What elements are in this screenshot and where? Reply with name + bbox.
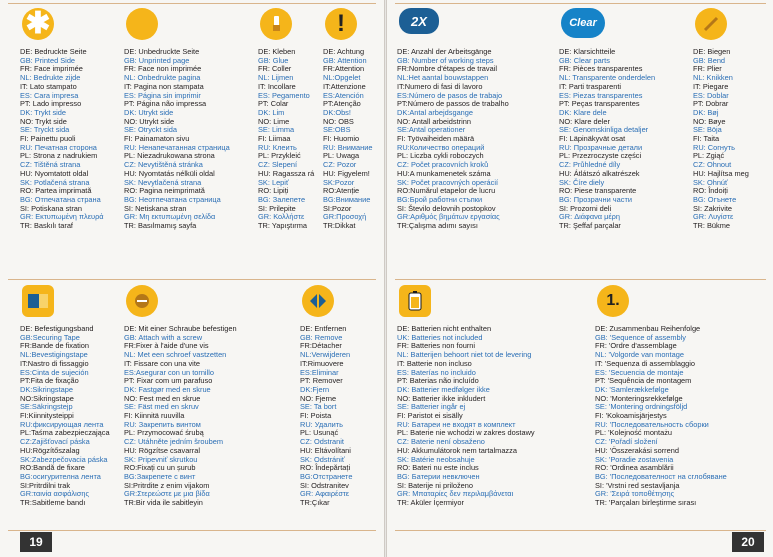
translation-line: RO: Bateri nu este inclus [397,463,479,473]
translation-line: SK: Pripevniť skrutkou [124,454,198,464]
lang-list [693,48,749,231]
translation-line: NL:Verwijderen [300,350,351,360]
translation-line: RU: 'Последовательность сборки [595,419,709,429]
right-page [386,0,773,557]
translation-line: HU:A munkamenetek száma [397,168,491,178]
translation-line: FI: Huomio [323,134,360,144]
translation-line: FR: 'Ordre d'assemblage [595,341,677,351]
translation-line: HU: Átlátszó alkatrészek [559,168,640,178]
lang-list [20,48,104,231]
translation-line: SI: Netiskana stran [124,203,187,213]
translation-line: ES:Número de pasos de trabajo [397,90,503,100]
translation-line: CZ: Baterie není obsaženo [397,437,485,447]
exclamation-icon: ! [325,8,357,40]
translation-line: NO: Fest med en skrue [124,393,201,403]
step-number-icon [597,285,629,317]
section-batteries [397,285,597,530]
translation-line: DK:Fjern [300,384,330,394]
section-glue [258,8,320,280]
translation-line: SI: Baterije ni priloženo [397,480,473,490]
translation-line: CZ: Slepení [258,160,298,170]
translation-line: IT: Batterie non incluso [397,358,472,368]
translation-line: GB: Glue [258,55,289,65]
translation-line: TR:Çıkar [300,498,330,508]
translation-line: GB: Clear parts [559,55,610,65]
translation-line: RU: Печатная сторона [20,142,97,152]
translation-line: FR: Plier [693,64,722,74]
translation-line: BG: Неотпечатана страница [124,194,221,204]
lang-list [559,48,655,231]
translation-line: HU: Nyomtatott oldal [20,168,89,178]
translation-line: SE: Batterier ingår ej [397,402,466,412]
translation-line: GB: Number of working steps [397,55,494,65]
translation-line: BG: Прозрачни части [559,194,632,204]
translation-line: ES:Cinta de sujeción [20,367,89,377]
translation-line: GB: Bend [693,55,726,65]
section-printed-side [20,8,120,280]
translation-line: RU:Количество операций [397,142,485,152]
translation-line: GR: Μπαταρίες δεν περιλαμβάνεται [397,489,514,499]
translation-line: IT:Attenzione [323,81,366,91]
translation-line: DK: Fastgør med en skrue [124,384,211,394]
translation-line: SE: Otryckt sida [124,125,177,135]
section-unprinted-page [124,8,254,280]
translation-line: GB: 'Sequence of assembly [595,332,686,342]
translation-line: DK:Antal arbejdsgange [397,107,474,117]
translation-line: PT: Colar [258,99,289,109]
lang-list [397,325,535,508]
translation-line: FR:Fixer à l'aide d'une vis [124,341,209,351]
translation-line: CZ: 'Pořadí složení [595,437,658,447]
translation-line: FI: Painamaton sivu [124,134,190,144]
translation-line: SE:Antal operationer [397,125,466,135]
translation-line: ES: Baterías no incluido [397,367,476,377]
translation-line: PL: Zgiąć [693,151,725,161]
translation-line: BG:осигурителна лента [20,471,101,481]
translation-line: PL: Przymocować śrubą [124,428,204,438]
translation-line: IT: Pagina non stampata [124,81,204,91]
translation-line: BG:Брой работни стъпки [397,194,483,204]
translation-line: NL: Lijmen [258,73,294,83]
translation-line: BG:Закрепете с винт [124,471,196,481]
section-clear-parts [559,8,689,280]
translation-line: DE: Anzahl der Arbeitsgänge [397,47,492,56]
translation-line: RU: Закрепить винтом [124,419,201,429]
translation-line: DK: Utrykt side [124,107,174,117]
translation-line: SK: Lepiť [258,177,289,187]
translation-line: DE: Kleben [258,47,296,56]
translation-line: SI:Pozor [323,203,352,213]
translation-line: ES: Piezas transparentes [559,90,643,100]
translation-line: NO: 'Monteringsrekkefølge [595,393,683,403]
translation-line: SE: Fäst med en skruv [124,402,199,412]
translation-line: HU: Hajlítsa meg [693,168,749,178]
translation-line: NO: Klare deler [559,116,610,126]
translation-line: RO: Lipiți [258,186,289,196]
translation-line: GR:Προσοχή [323,212,367,222]
translation-line: CZ: Odstranit [300,437,344,447]
translation-line: NO: Lime [258,116,290,126]
translation-line: DK: 'Samlerækkefølge [595,384,669,394]
top-rule [395,3,766,4]
translation-line: SK: Počet pracovných operácií [397,177,499,187]
translation-line: IT:Rimuovere [300,358,344,368]
translation-line: FI: Läpinäkyvät osat [559,134,626,144]
translation-line: TR: Yapıştırma [258,221,308,231]
translation-line: NL: Knikken [693,73,733,83]
translation-line: ES: Pegamento [258,90,310,100]
translation-line: RU: Ненапечатанная страница [124,142,230,152]
translation-line: ES: Doblar [693,90,729,100]
translation-line: FR: Batteries non fourni [397,341,476,351]
lang-list [300,325,352,508]
translation-line: ES:Eliminar [300,367,339,377]
translation-line: FR:Attention [323,64,365,74]
translation-line: NL: Batterijen behoort niet tot de levering [397,350,532,360]
translation-line: GR: 'Σειρά τοποθέτησης [595,489,675,499]
translation-line: FR: Coller [258,64,292,74]
translation-line: GR:ταινία ασφάλισης [20,489,90,499]
translation-line: NO:Sikringstape [20,393,74,403]
translation-line: BG: 'Последователност на сглобяване [595,471,727,481]
translation-line: TR: 'Parçaları birleştirme sırası [595,498,697,508]
translation-line: SE:OBS [323,125,351,135]
translation-line: RO: Îndoiți [693,186,728,196]
translation-line: NO: Bøye [693,116,726,126]
translation-line: GR:Αριθμός βημάτων εργασίας [397,212,500,222]
translation-line: SI: Potiskana stran [20,203,83,213]
translation-line: DE: Bedruckte Seite [20,47,87,56]
translation-line: TR:Sabitleme bandı [20,498,86,508]
translation-line: PT:Número de passos de trabalho [397,99,509,109]
translation-line: FI: Paristot ei sisälly [397,411,463,421]
translation-line: PT: 'Sequência de montagem [595,376,692,386]
translation-line: PL: Liczba cykli roboczych [397,151,484,161]
lang-list [397,48,509,231]
translation-line: GB: Printed Side [20,55,76,65]
translation-line: FI: Kiinnitä ruuvilla [124,411,185,421]
translation-line: FR:Bande de fixation [20,341,90,351]
translation-line: PL: 'Kolejność montażu [595,428,673,438]
translation-line: PT: Peças transparentes [559,99,640,109]
translation-line: IT: Incollare [258,81,296,91]
translation-line: BG: Залепете [258,194,306,204]
translation-line: GB: Attention [323,55,367,65]
translation-line: DK: Trykt side [20,107,66,117]
translation-line: PL: Przezroczyste części [559,151,642,161]
translation-line: RO: Pagina neimprimată [124,186,205,196]
translation-line: SK: Potlačená strana [20,177,90,187]
lang-list [124,325,237,508]
translation-line: NO: Antall arbeidstrinn [397,116,471,126]
translation-line: SE: Genomskinliga detaljer [559,125,649,135]
translation-line: HU: Ragassza rá [258,168,315,178]
translation-line: DE: Mit einer Schraube befestigen [124,324,237,333]
translation-line: RU:фиксирующая лента [20,419,104,429]
translation-line: RO:Atenție [323,186,360,196]
translation-line: RU: Удалить [300,419,343,429]
translation-line: NL:Het aantal bouwstappen [397,73,489,83]
badge-text: 1. [597,285,629,317]
translation-line: NL: Met een schroef vastzetten [124,350,227,360]
translation-line: FI: Liimaa [258,134,291,144]
translation-line: GR: Διάφανα μέρη [559,212,620,222]
translation-line: GB: Attach with a screw [124,332,203,342]
translation-line: PT:Fita de fixação [20,376,79,386]
translation-line: SE: Böja [693,125,722,135]
translation-line: SI:Pritrdite z enim vijakom [124,480,210,490]
translation-line: HU: Akkumulátorok nem tartalmazza [397,445,517,455]
section-attach-screw [124,285,294,530]
translation-line: GR: Μη εκτυπωμένη σελίδα [124,212,216,222]
translation-line: PL: Strona z nadrukiem [20,151,98,161]
section-working-steps [397,8,557,280]
translation-line: NO: Trykt side [20,116,67,126]
translation-line: NL: Bedrukte zijde [20,73,81,83]
translation-line: HU: Eltávolítani [300,445,351,455]
remove-icon [302,285,334,317]
translation-line: FR: Face imprimée [20,64,83,74]
translation-line: FI: 'Kokoamisjärjestys [595,411,667,421]
translation-line: GR: Αφαιρέστε [300,489,350,499]
translation-line: RO: Îndepărtați [300,463,351,473]
translation-line: ES: 'Secuencia de montaje [595,367,684,377]
translation-line: RU: Батареи не входят в комплект [397,419,516,429]
translation-line: FR:Nombre d'étapes de travail [397,64,497,74]
translation-line: GR: Λυγίστε [693,212,734,222]
translation-line: SK: Číre diely [559,177,605,187]
lang-list [323,48,372,231]
translation-line: IT:Numero di fasi di lavoro [397,81,483,91]
translation-line: NL: 'Volgorde van montage [595,350,684,360]
translation-line: NL:Opgelet [323,73,361,83]
badge-text: Clear [561,8,605,38]
translation-line: DE: Biegen [693,47,731,56]
translation-line: IT: Lato stampato [20,81,77,91]
translation-line: SK: Batérie neobsahuje [397,454,475,464]
translation-line: RO:Fixați cu un șurub [124,463,196,473]
translation-line: DK: Klare dele [559,107,607,117]
translation-line: DK: Lim [258,107,285,117]
section-remove [300,285,380,530]
translation-line: NL:Bevestigingstape [20,350,88,360]
translation-line: CZ:Zajišťovací páska [20,437,90,447]
translation-line: IT: Piegare [693,81,729,91]
translation-line: FI: Painettu puoli [20,134,76,144]
translation-line: TR: Aküler İçermiyor [397,498,464,508]
translation-line: HU: Rögzítse csavarral [124,445,200,455]
translation-line: BG: Огънете [693,194,737,204]
page-number-left: 19 [20,532,52,552]
translation-line: SI: Odstranitev [300,480,349,490]
translation-line: NO: Batterier ikke inkludert [397,393,486,403]
bottom-rule [395,530,766,531]
bend-icon [695,8,727,40]
screw-icon [126,285,158,317]
translation-line: NO: Utrykt side [124,116,175,126]
lang-list [595,325,727,508]
translation-line: IT: Parti trasparenti [559,81,622,91]
translation-line: HU: Figyelem! [323,168,370,178]
translation-line: FR:Détacher [300,341,342,351]
translation-line: RO: Partea imprimată [20,186,92,196]
translation-line: SK: Odstrániť [300,454,345,464]
section-attention [323,8,383,280]
top-rule [8,3,376,4]
translation-line: CZ: Utáhněte jedním šroubem [124,437,223,447]
translation-line: SK:Pozor [323,177,355,187]
translation-line: RO: 'Ordinea asamblării [595,463,674,473]
section-securing-tape [20,285,120,530]
translation-line: TR: Bükme [693,221,730,231]
translation-line: SK:Zabezpečovacia páska [20,454,108,464]
translation-line: DK: Bøj [693,107,719,117]
translation-line: PL: Przykleić [258,151,301,161]
translation-line: DK:Obs! [323,107,351,117]
translation-line: DE: Klarsichtteile [559,47,616,56]
blank-circle-icon [126,8,158,40]
translation-line: RU: Прозрачные детали [559,142,643,152]
translation-line: ES:Asegurar con un tornillo [124,367,214,377]
translation-line: NO: OBS [323,116,354,126]
translation-line: BG: Батерии невключен [397,471,480,481]
translation-line: PT: Fixar com um parafuso [124,376,213,386]
badge-text: 2X [399,8,439,34]
translation-line: CZ: Počet pracovních kroků [397,160,489,170]
translation-line: SK: 'Poradie zostavenia [595,454,674,464]
translation-line: TR:Çalışma adımı sayısı [397,221,478,231]
translation-line: SE: 'Montering ordningsföljd [595,402,688,412]
translation-line: ES:Atención [323,90,364,100]
translation-line: SI: Število delovnih postopkov [397,203,496,213]
translation-line: SE: Limma [258,125,295,135]
translation-line: DK:Sikringstape [20,384,73,394]
translation-line: PL: Niezadrukowana strona [124,151,215,161]
left-page [0,0,385,557]
translation-line: DE: Zusammenbau Reihenfolge [595,324,701,333]
translation-line: FI:Kiinnitysteippi [20,411,74,421]
translation-line: GB: Remove [300,332,343,342]
translation-line: NO: Fjerne [300,393,337,403]
translation-line: ES: Página sin imprimir [124,90,201,100]
translation-line: GB: Unprinted page [124,55,190,65]
translation-line: HU: 'Összerakási sorrend [595,445,679,455]
translation-line: RU: Согнуть [693,142,735,152]
translation-line: DE: Achtung [323,47,365,56]
lang-list [124,48,230,231]
translation-line: DE: Unbedruckte Seite [124,47,200,56]
translation-line: ES: Cara impresa [20,90,79,100]
translation-line: SI: Zakrivite [693,203,733,213]
translation-line: TR: Basılmamış sayfa [124,221,197,231]
translation-line: RO: Piese transparente [559,186,637,196]
translation-line: BG:Внимание [323,194,371,204]
translation-line: BG: Отпечатана страна [20,194,101,204]
translation-line: TR:Dikkat [323,221,356,231]
translation-line: SE:Säkringstejp [20,402,73,412]
translation-line: TR: Şeffaf parçalar [559,221,621,231]
translation-line: DK: Batterier medfølger ikke [397,384,490,394]
translation-line: DE: Befestigungsband [20,324,94,333]
translation-line: DE: Batterien nicht enthalten [397,324,492,333]
translation-line: DE: Entfernen [300,324,347,333]
translation-line: IT: 'Sequenza di assemblaggio [595,358,696,368]
translation-line: GR: Εκτυπωμένη πλευρά [20,212,104,222]
translation-line: GR: Κολλήστε [258,212,305,222]
translation-line: CZ: Průhledné díly [559,160,621,170]
translation-line: RO:Bandă de fixare [20,463,85,473]
translation-line: PT: Baterias não incluído [397,376,479,386]
translation-line: SK: Nevytlačená strana [124,177,202,187]
translation-line: IT:Nastro di fissaggio [20,358,89,368]
translation-line: SE: Tryckt sida [20,125,70,135]
section-assembly-sequence [595,285,770,530]
translation-line: SK: Ohnúť [693,177,728,187]
translation-line: PL: Uwaga [323,151,360,161]
tape-icon [22,285,54,317]
translation-line: CZ: Pozor [323,160,357,170]
translation-line: NL: Onbedrukte pagina [124,73,201,83]
translation-line: SI:Pritrdilni trak [20,480,71,490]
translation-line: RU: Внимание [323,142,373,152]
translation-line: PL: Usunąć [300,428,339,438]
translation-line: FR: Pièces transparentes [559,64,643,74]
translation-line: SI: 'Vrstni red sestavljanja [595,480,680,490]
glue-stick-icon [260,8,292,40]
translation-line: NL: Transparente onderdelen [559,73,656,83]
translation-line: FI: Poista [300,411,332,421]
section-bend [693,8,771,280]
translation-line: PT: Lado impresso [20,99,82,109]
translation-line: TR:Bir vida ile sabitleyin [124,498,203,508]
lang-list [258,48,314,231]
translation-line: HU: Nyomtatás nélküli oldal [124,168,215,178]
translation-line: GB:Securing Tape [20,332,80,342]
translation-line: PL: Baterie nie wchodzi w zakres dostawy [397,428,535,438]
translation-line: GR:Στερεώστε με μια βίδα [124,489,210,499]
translation-line: RO:Numărul etapelor de lucru [397,186,496,196]
translation-line: FI: Taita [693,134,720,144]
translation-line: BG:Отстранете [300,471,353,481]
translation-line: CZ: Tištěná strana [20,160,81,170]
translation-line: FR: Face non imprimée [124,64,202,74]
lang-list [20,325,110,508]
translation-line: PT:Atenção [323,99,361,109]
translation-line: UK: Batteries not included [397,332,483,342]
translation-line: TR: Baskılı taraf [20,221,73,231]
translation-line: PT: Página não impressa [124,99,207,109]
clear-badge-icon [561,8,597,40]
2x-badge-icon [399,8,431,40]
translation-line: SI: Prilepite [258,203,296,213]
translation-line: FI: Työvaiheiden määrä [397,134,475,144]
battery-icon [399,285,431,317]
translation-line: SI: Prozorni deli [559,203,612,213]
translation-line: HU:Rögzítőszalag [20,445,80,455]
translation-line: IT: Fissare con una vite [124,358,200,368]
translation-line: PT: Dobrar [693,99,729,109]
translation-line: CZ: Ohnout [693,160,732,170]
translation-line: RU: Клеить [258,142,297,152]
translation-line: CZ: Nevytištěná stránka [124,160,203,170]
asterisk-icon: ✱ [22,8,54,40]
translation-line: PL:Taśma zabezpieczająca [20,428,110,438]
translation-line: SE: Ta bort [300,402,337,412]
page-number-right: 20 [732,532,764,552]
translation-line: PT: Remover [300,376,343,386]
bottom-rule [8,530,376,531]
